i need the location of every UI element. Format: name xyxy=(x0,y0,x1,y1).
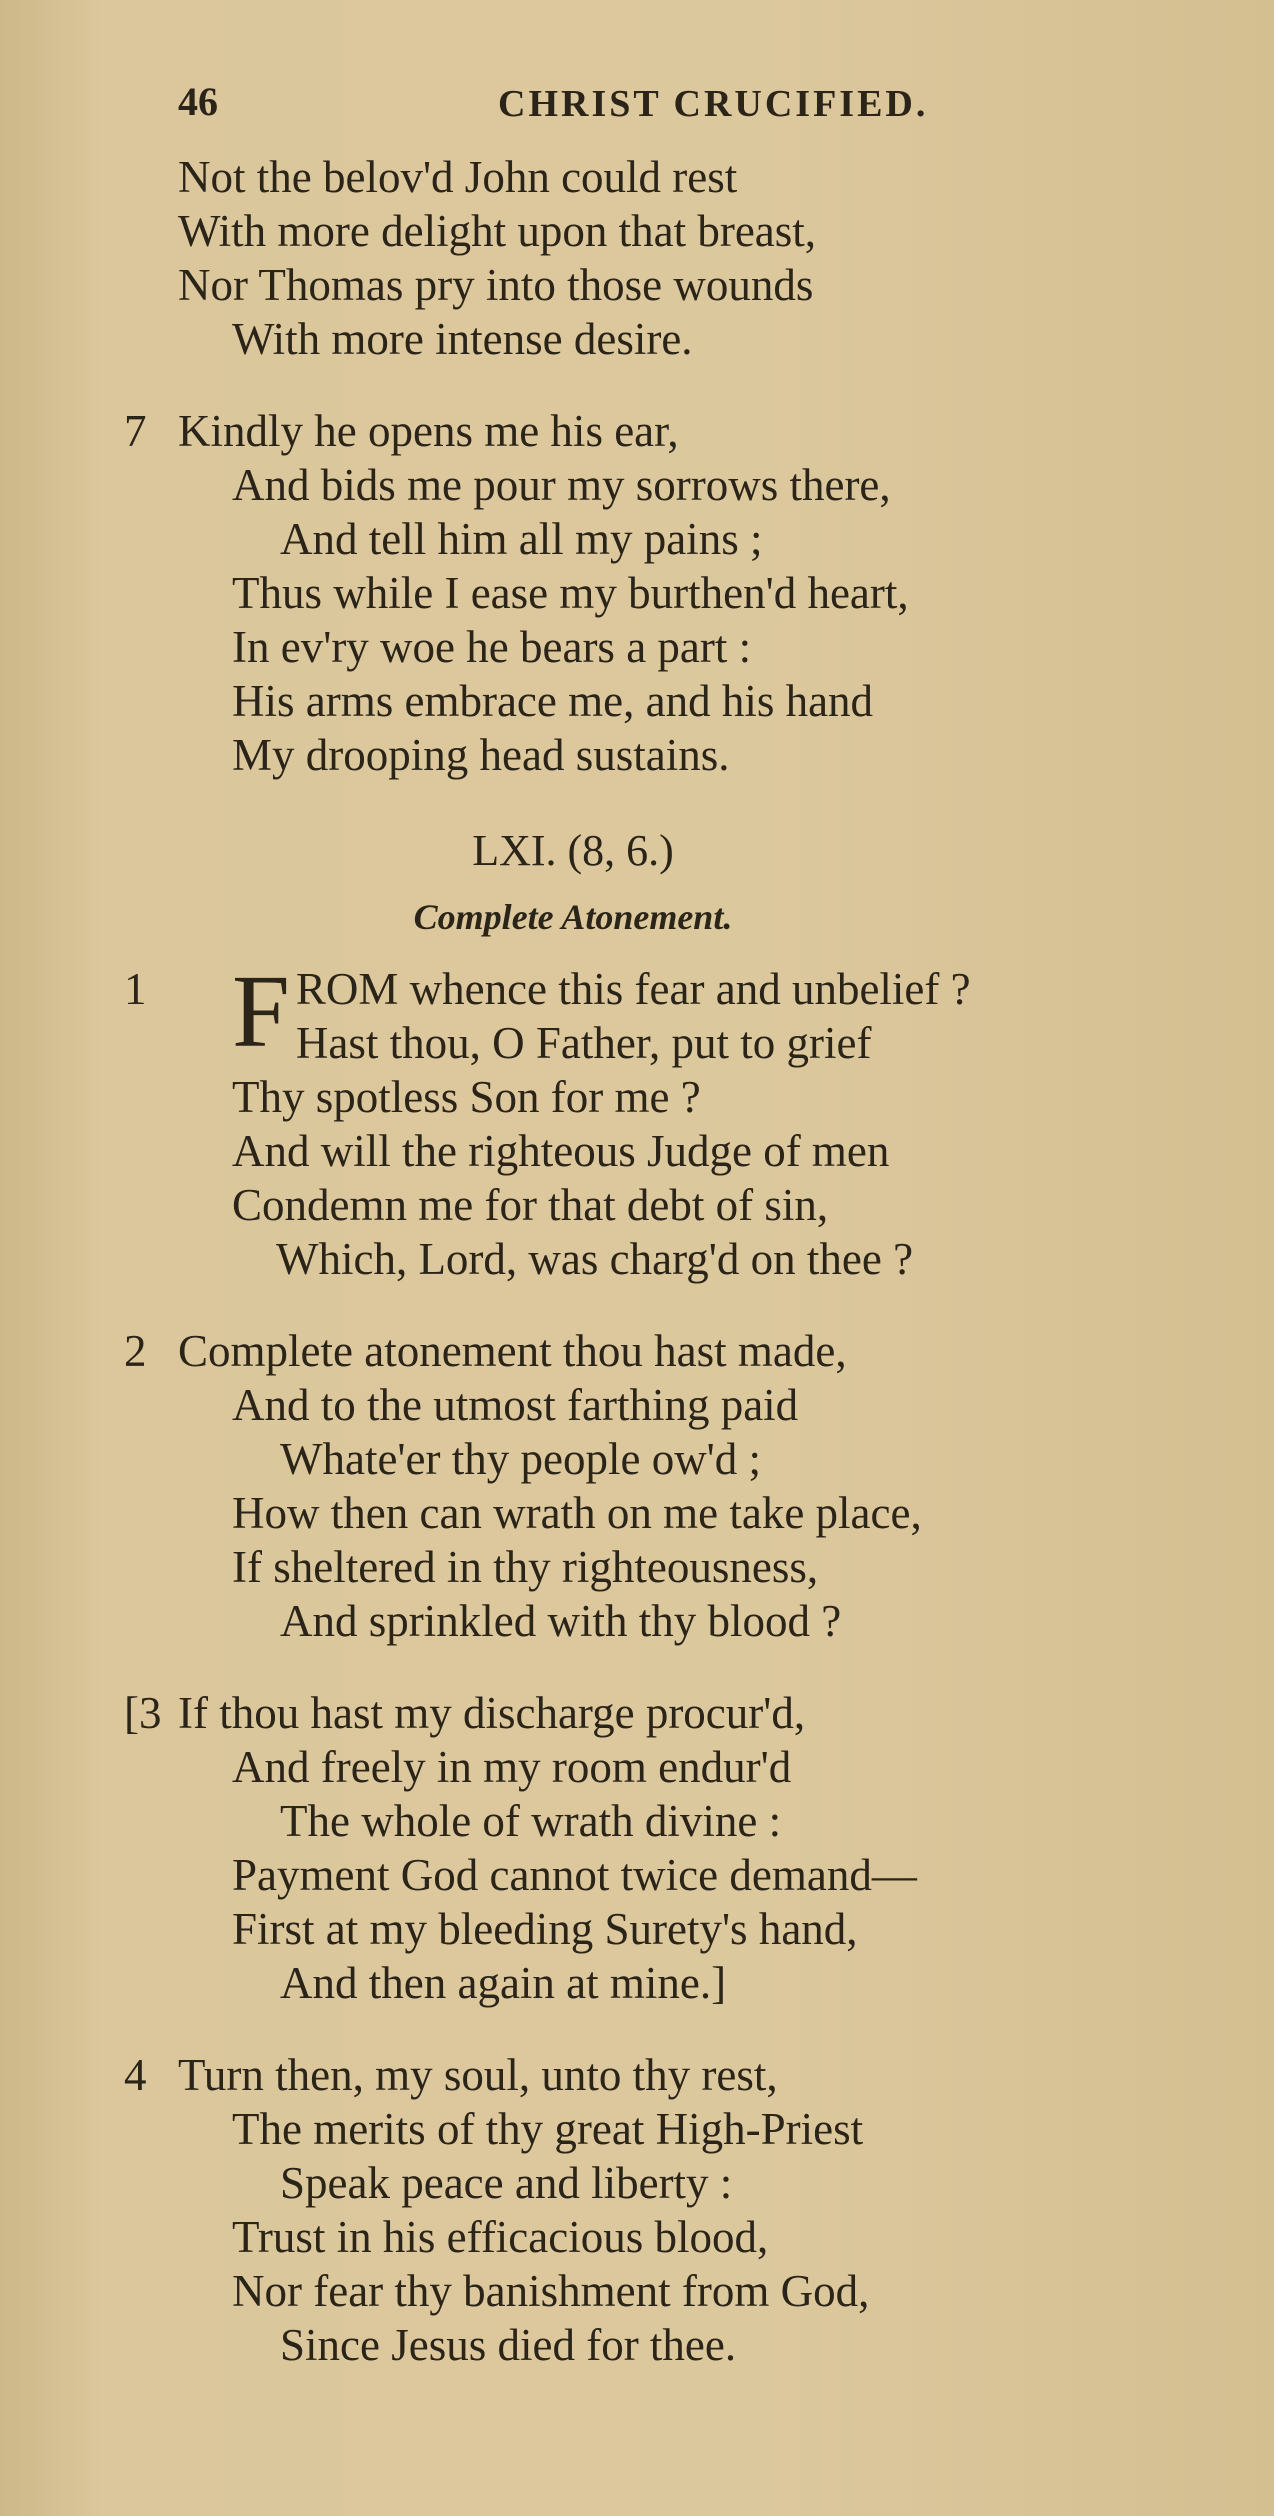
verse-line: Not the belov'd John could rest xyxy=(178,152,738,202)
verse-line: Turn then, my soul, unto thy rest, xyxy=(178,2050,778,2100)
stanza-number: 4 xyxy=(124,2050,147,2100)
stanza-number: 1 xyxy=(124,964,147,1014)
verse-line: Since Jesus died for thee. xyxy=(280,2320,737,2370)
verse-line: And tell him all my pains ; xyxy=(280,514,763,564)
stanza-3 xyxy=(124,1686,1178,2010)
verse-line: His arms embrace me, and his hand xyxy=(232,676,874,726)
verse-line: Hast thou, O Father, put to grief xyxy=(295,1018,872,1068)
verse-line: And to the utmost farthing paid xyxy=(232,1380,799,1430)
stanza-number: 2 xyxy=(124,1326,147,1376)
verse-line: And bids me pour my sorrows there, xyxy=(232,460,891,510)
page-number: 46 xyxy=(178,79,218,124)
stanza-number: 7 xyxy=(124,406,147,456)
stanza-4 xyxy=(124,2048,1178,2372)
hymn-text xyxy=(124,150,1178,2372)
verse-line: The merits of thy great High-Priest xyxy=(232,2104,864,2154)
stanza-2 xyxy=(124,1324,1178,1648)
page-header xyxy=(178,78,1018,138)
verse-line: Kindly he opens me his ear, xyxy=(178,406,679,456)
verse-line: Thus while I ease my burthen'd heart, xyxy=(232,568,909,618)
verse-line: And freely in my room endur'd xyxy=(232,1742,792,1792)
verse-line: Speak peace and liberty : xyxy=(280,2158,733,2208)
verse-line: How then can wrath on me take place, xyxy=(232,1488,922,1538)
stanza-number: [3 xyxy=(124,1688,162,1738)
verse-line: ROM whence this fear and unbelief ? xyxy=(295,964,971,1014)
verse-line: Nor Thomas pry into those wounds xyxy=(178,260,814,310)
verse-line: First at my bleeding Surety's hand, xyxy=(232,1904,858,1954)
hymn-number-title: LXI. (8, 6.) xyxy=(472,826,674,875)
verse-line: Trust in his efficacious blood, xyxy=(232,2212,769,2262)
stanza-1 xyxy=(124,954,1178,1286)
verse-line: If thou hast my discharge procur'd, xyxy=(178,1688,806,1738)
verse-line: Nor fear thy banishment from God, xyxy=(232,2266,870,2316)
verse-line: With more delight upon that breast, xyxy=(178,206,817,256)
verse-line: In ev'ry woe he bears a part : xyxy=(232,622,752,672)
running-title: CHRIST CRUCIFIED. xyxy=(498,83,929,125)
verse-line: If sheltered in thy righteousness, xyxy=(232,1542,819,1592)
verse-line: Whate'er thy people ow'd ; xyxy=(280,1434,762,1484)
verse-line: And will the righteous Judge of men xyxy=(232,1126,890,1176)
verse-line: And then again at mine.] xyxy=(280,1958,727,2008)
verse-line: The whole of wrath divine : xyxy=(280,1796,782,1846)
hymn-subtitle: Complete Atonement. xyxy=(413,897,733,937)
verse-line: Which, Lord, was charg'd on thee ? xyxy=(276,1234,914,1284)
continuation-stanza xyxy=(178,150,1178,366)
stanza-7 xyxy=(124,404,1178,782)
verse-line: Complete atonement thou hast made, xyxy=(178,1326,847,1376)
verse-line: Thy spotless Son for me ? xyxy=(232,1072,701,1122)
verse-line: Condemn me for that debt of sin, xyxy=(232,1180,829,1230)
verse-line: And sprinkled with thy blood ? xyxy=(280,1596,842,1646)
verse-line: My drooping head sustains. xyxy=(232,730,730,780)
verse-line: With more intense desire. xyxy=(232,314,693,364)
drop-cap: F xyxy=(232,954,290,1069)
verse-line: Payment God cannot twice demand— xyxy=(232,1850,917,1900)
